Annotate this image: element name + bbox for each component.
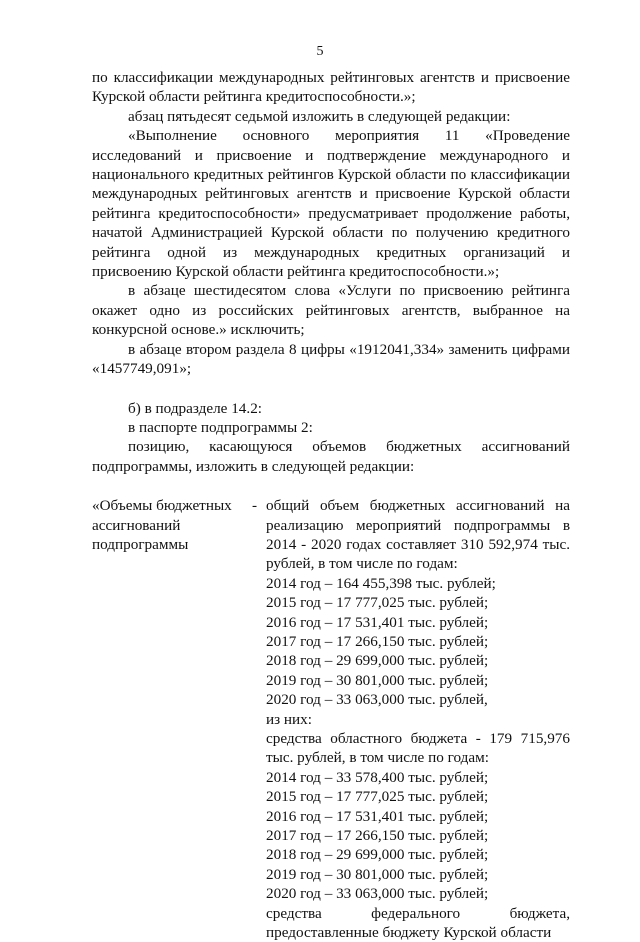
- federal-intro: средства федерального бюджета, предоставленные бюджету Курской области: [266, 904, 570, 942]
- total-year: 2015 год – 17 777,025 тыс. рублей;: [266, 594, 489, 612]
- paragraph: абзац пятьдесят седьмой изложить в следующей редакции:: [128, 107, 511, 125]
- total-year: 2014 год – 164 455,398 тыс. рублей;: [266, 574, 496, 592]
- regional-intro: средства областного бюджета - 179 715,976 тыс. рублей, в том числе по годам:: [266, 730, 570, 767]
- regional-year: 2016 год – 17 531,401 тыс. рублей;: [266, 807, 489, 825]
- regional-year: 2014 год – 33 578,400 тыс. рублей;: [266, 768, 489, 786]
- passport-table: [92, 496, 570, 942]
- total-year: 2018 год – 29 699,000 тыс. рублей;: [266, 652, 489, 670]
- total-year: 2016 год – 17 531,401 тыс. рублей;: [266, 613, 489, 631]
- paragraph: в абзаце шестидесятом слова «Услуги по присвоению рейтинга окажет одно из российских рейтинговых агентств, выбранное на конкурсной основе.» исключить;: [92, 282, 570, 339]
- regional-year: 2015 год – 17 777,025 тыс. рублей;: [266, 788, 489, 806]
- page-number: 5: [316, 44, 324, 59]
- regional-year: 2017 год – 17 266,150 тыс. рублей;: [266, 827, 489, 845]
- paragraph: б) в подразделе 14.2:: [128, 399, 263, 417]
- passport-dash: -: [252, 497, 258, 515]
- regional-year: 2018 год – 29 699,000 тыс. рублей;: [266, 846, 489, 864]
- passport-label: «Объемы бюджетных ассигнований подпрограммы: [92, 497, 232, 553]
- paragraph: «Выполнение основного мероприятия 11 «Проведение исследований и присвоение и подтверждение международного и национального кредитных рейтингов Курской области по классификации международных рейтинговых агентств и присвоение Курской области рейтинга кредитоспособности» предусматривает продолжение работы, начатой Администрацией Курской области по получению кредитного рейтинга одной из международных кредитных организаций и присвоению Курской области рейтинга кредитоспособности.»;: [92, 127, 570, 281]
- total-year: 2019 год – 30 801,000 тыс. рублей;: [266, 671, 489, 689]
- regional-year: 2020 год – 33 063,000 тыс. рублей;: [266, 885, 489, 903]
- total-year: 2017 год – 17 266,150 тыс. рублей;: [266, 632, 489, 650]
- total-year: 2020 год – 33 063,000 тыс. рублей,: [266, 691, 488, 709]
- total-intro: общий объем бюджетных ассигнований на реализацию мероприятий подпрограммы в 2014 - 2020 годах составляет 310 592,974 тыс. рублей, в том числе по годам:: [266, 497, 570, 573]
- paragraph: в абзаце втором раздела 8 цифры «1912041,334» заменить цифрами «1457749,091»;: [92, 340, 570, 378]
- regional-year: 2019 год – 30 801,000 тыс. рублей;: [266, 865, 489, 883]
- paragraph: в паспорте подпрограммы 2:: [128, 418, 313, 436]
- passport-value: [266, 496, 570, 942]
- paragraph: по классификации международных рейтинговых агентств и присвоение Курской области рейтинга кредитоспособности.»;: [92, 69, 570, 106]
- paragraph: позицию, касающуюся объемов бюджетных ассигнований подпрограммы, изложить в следующей редакции:: [92, 438, 570, 475]
- document-body: [92, 68, 570, 942]
- of-them: из них:: [266, 710, 312, 728]
